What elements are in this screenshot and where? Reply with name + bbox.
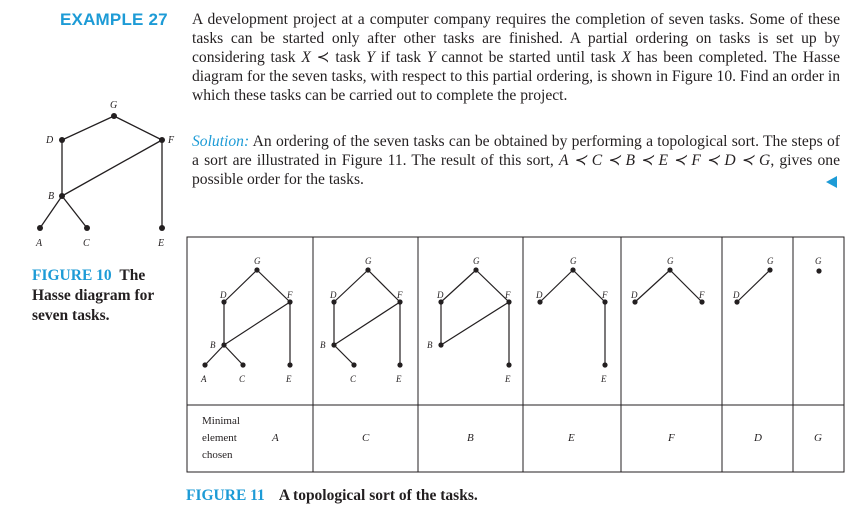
- chosen-3: B: [467, 432, 474, 444]
- figure11-caption: FIGURE 11 A topological sort of the tasks.: [186, 487, 478, 504]
- solution-order: A ≺ C ≺ B ≺ E ≺ F ≺ D ≺ G: [559, 152, 771, 169]
- svg-text:F: F: [397, 290, 403, 300]
- sort-step-2-diagram: [320, 256, 403, 384]
- svg-text:E: E: [505, 374, 511, 384]
- sort-step-6-diagram: [732, 256, 774, 305]
- label-a: A: [36, 238, 43, 249]
- sort-step-4-diagram: [535, 256, 608, 384]
- label-c: C: [83, 238, 90, 249]
- figure10-caption: FIGURE 10 The Hasse diagram for seven tasks.: [32, 267, 154, 324]
- svg-text:D: D: [437, 290, 444, 300]
- sort-step-7-diagram: [815, 256, 822, 274]
- svg-text:B: B: [210, 340, 216, 350]
- solution-label: Solution:: [192, 133, 250, 150]
- label-e: E: [158, 238, 165, 249]
- chosen-4: E: [568, 432, 575, 444]
- example-text: A development project at a computer company requires the completion of seven tasks. Some of these tasks can be started only after other tasks are finished. A partial ordering on tasks is set up by considering task X ≺ task Y if task Y cannot be started until task X has been completed. The Hasse diagram for the seven tasks, with respect to this partial ordering, is shown in Figure 10. Find an order in which these tasks can be carried out to complete the project.: [192, 11, 841, 104]
- chosen-6: D: [754, 432, 762, 444]
- chosen-2: C: [362, 432, 370, 444]
- svg-text:C: C: [350, 374, 357, 384]
- svg-text:G: G: [473, 256, 480, 266]
- svg-text:B: B: [427, 340, 433, 350]
- svg-text:G: G: [815, 256, 822, 266]
- sort-step-5-diagram: [630, 256, 705, 305]
- row-label-line1: Minimal: [202, 415, 240, 427]
- example-label: EXAMPLE 27: [60, 10, 168, 29]
- figure11-table-grid: [187, 237, 844, 472]
- chosen-7: G: [814, 432, 822, 444]
- sort-step-3-diagram: [427, 256, 512, 384]
- svg-text:G: G: [365, 256, 372, 266]
- svg-text:G: G: [667, 256, 674, 266]
- svg-text:B: B: [320, 340, 326, 350]
- svg-text:F: F: [505, 290, 511, 300]
- svg-text:D: D: [536, 290, 543, 300]
- svg-text:G: G: [254, 256, 261, 266]
- row-label-line3: chosen: [202, 449, 233, 461]
- svg-text:F: F: [287, 290, 293, 300]
- svg-text:D: D: [330, 290, 337, 300]
- svg-text:E: E: [286, 374, 292, 384]
- svg-text:D: D: [733, 290, 740, 300]
- svg-text:F: F: [699, 290, 705, 300]
- label-b: B: [48, 191, 55, 202]
- chosen-5: F: [668, 432, 675, 444]
- label-d: D: [46, 135, 54, 146]
- row-label-line2: element: [202, 432, 237, 444]
- label-g: G: [110, 100, 118, 111]
- chosen-1: A: [272, 432, 279, 444]
- svg-text:A: A: [201, 374, 207, 384]
- label-f: F: [168, 135, 175, 146]
- svg-text:C: C: [239, 374, 246, 384]
- solution-text: Solution: An ordering of the seven tasks can be obtained by performing a topological sort. The steps of a sort are illustrated in Figure 11. The result of this sort, A ≺ C ≺ B ≺ E ≺ F ≺ D ≺ G, gives one possible order for the tasks.: [192, 133, 840, 188]
- svg-text:G: G: [570, 256, 577, 266]
- svg-text:E: E: [396, 374, 402, 384]
- svg-text:D: D: [631, 290, 638, 300]
- svg-text:E: E: [601, 374, 607, 384]
- svg-text:F: F: [602, 290, 608, 300]
- svg-text:G: G: [767, 256, 774, 266]
- sort-step-1-diagram: [200, 256, 293, 384]
- svg-text:D: D: [220, 290, 227, 300]
